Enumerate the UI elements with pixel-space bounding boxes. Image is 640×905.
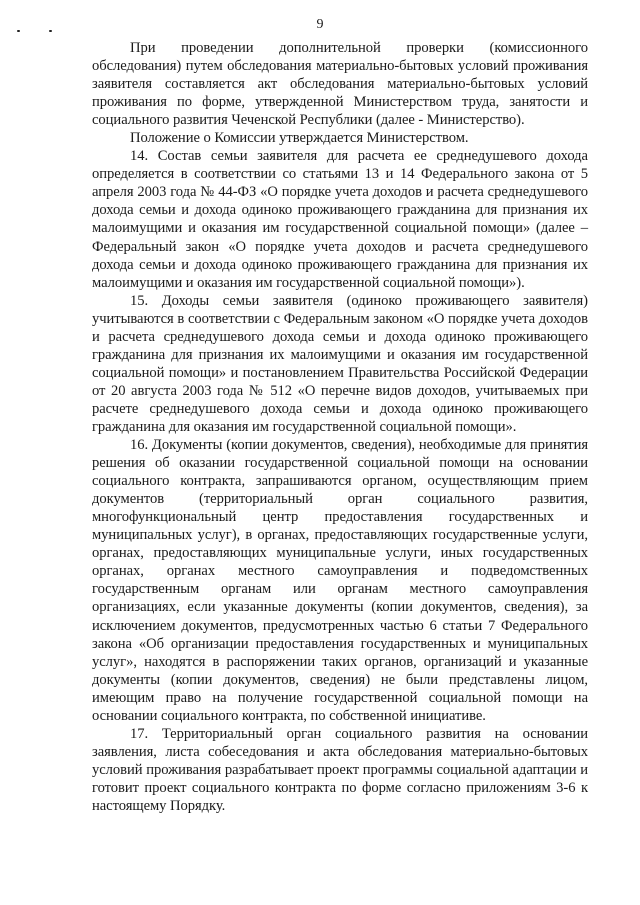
paragraph-17-adaptation-program: 17. Территориальный орган социального развития на основании заявления, листа собеседования и акта обследования материально-бытовых условий проживания разрабатывает проект программы социальной адаптации и готовит проект социального контракта по форме согласно приложениям 3-6 к настоящему Порядку. bbox=[92, 725, 588, 814]
paragraph-inspection-act: При проведении дополнительной проверки (комиссионного обследования) путем обследования материально-бытовых условий проживания заявителя составляется акт обследования материально-бытовых условий проживания по форме, утвержденной Министерством труда, занятости и социального развития Чеченской Республики (далее - Министерство). bbox=[92, 40, 588, 129]
paragraph-16-documents-request: 16. Документы (копии документов, сведения), необходимые для принятия решения об оказании государственной социальной помощи на основании социального контракта, запрашиваются органом, осуществляющим прием документов (территориальный орган социального развития, многофункциональный центр предоставления государственных и муниципальных услуг), в органах, предоставляющих государственные услуги, органах, предоставляющих муниципальные услуги, иных государственных органах, органах местного самоуправления и подведомственных государственным органам или органам местного самоуправления организациях, если указанные документы (копии документов, сведения), за исключением документов, предусмотренных частью 6 статьи 7 Федерального закона «Об организации предоставления государственных и муниципальных услуг», находятся в распоряжении таких органов, организаций и указанные документы (копии документов, сведения) не были представлены лицом, имеющим право на получение государственной социальной помощи на основании социального контракта, по собственной инициативе. bbox=[92, 437, 588, 724]
document-body bbox=[92, 39, 588, 815]
paragraph-15-family-income: 15. Доходы семьи заявителя (одиноко проживающего заявителя) учитываются в соответствии с Федеральным законом «О порядке учета доходов и расчета среднедушевого дохода семьи и дохода одиноко проживающего гражданина для признания их малоимущими и оказания им государственной социальной помощи» и постановлением Правительства Российской Федерации от 20 августа 2003 года № 512 «О перечне видов доходов, учитываемых при расчете среднедушевого дохода семьи и дохода одиноко проживающего гражданина для оказания им государственной социальной помощи». bbox=[92, 292, 588, 435]
paragraph-14-family-composition: 14. Состав семьи заявителя для расчета ее среднедушевого дохода определяется в соответствии со статьями 13 и 14 Федерального закона от 5 апреля 2003 года № 44-ФЗ «О порядке учета доходов и расчета среднедушевого дохода семьи и дохода одиноко проживающего гражданина для признания их малоимущими и оказания им государственной социальной помощи» (далее – Федеральный закон «О порядке учета доходов и расчета среднедушевого дохода семьи и дохода одиноко проживающего гражданина для признания их малоимущими и оказания им государственной социальной помощи»). bbox=[92, 148, 588, 291]
paragraph-commission-regulation: Положение о Комиссии утверждается Министерством. bbox=[130, 130, 469, 147]
page-number: 9 bbox=[316, 17, 324, 32]
